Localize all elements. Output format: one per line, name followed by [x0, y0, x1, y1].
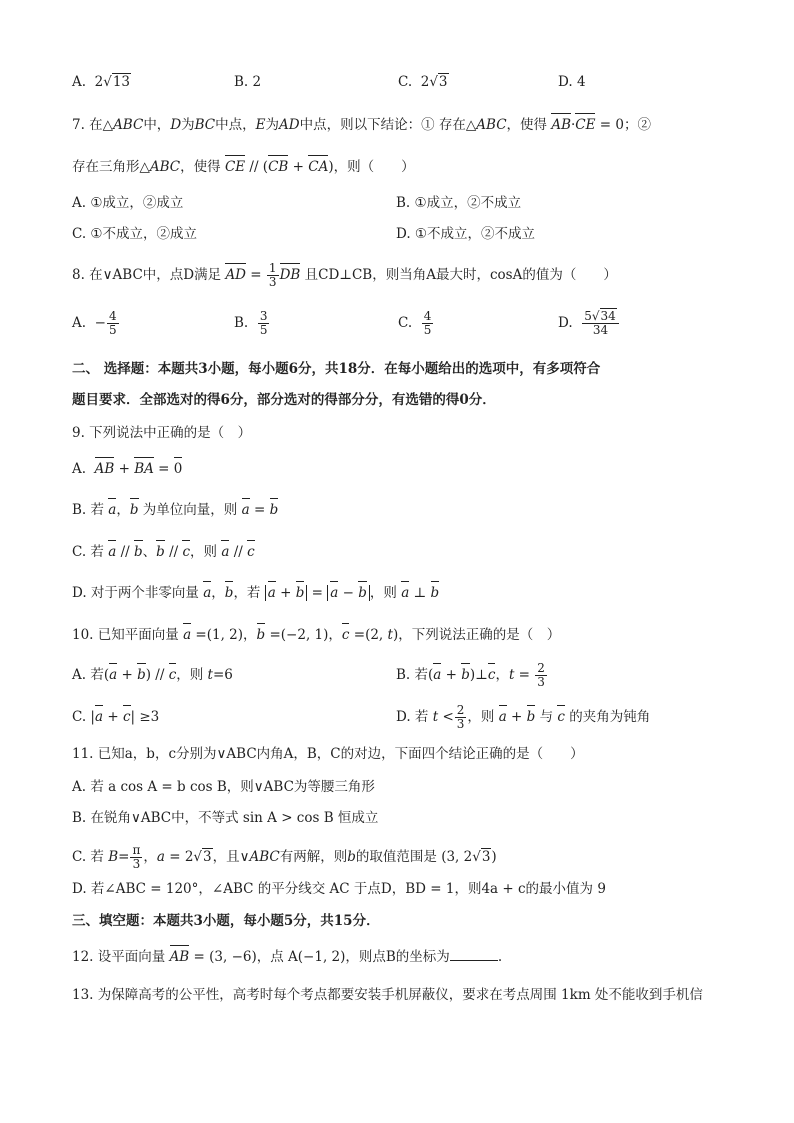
q10-stem: 10. 已知平面向量 a =(1, 2)，b =(−2, 1)，c =(2, t)，下列说法正确的是（ ） [72, 627, 561, 643]
q7-stem-line2: 存在三角形△ABC，使得 CE // (CB + CA)，则（ ） [72, 159, 415, 175]
section3-heading: 三、填空题：本题共3小题，每小题5分，共15分． [72, 913, 380, 929]
q11-option-a: A. 若 a cos A = b cos B，则∨ABC为等腰三角形 [72, 779, 375, 795]
q10-option-d: D. 若 t < $\frac{2}{3}$ ，则 a + b 与 c 的夹角为钝角 [396, 703, 651, 731]
prev-option-b: B. 2 [234, 74, 262, 90]
q7-option-c: C. ①不成立，②成立 [72, 226, 198, 242]
q11-stem: 11. 已知a，b，c分别为∨ABC内角A，B，C的对边，下面四个结论正确的是（ ） [72, 746, 584, 762]
q8-option-a: A. − $\frac{4}{5}$ [72, 309, 117, 337]
prev-option-c: C. 2√3 [398, 74, 448, 90]
q8-option-c: C. $\frac{4}{5}$ [398, 309, 432, 337]
q7-option-a: A. ①成立，②成立 [72, 195, 184, 211]
q11-option-c: C. 若 B= $\frac{\pi}{3}$ ，a = 2√3，且∨ABC有两解，则b的取值范围是 (3, 2√3) [72, 843, 497, 871]
q7-option-d: D. ①不成立，②不成立 [396, 226, 536, 242]
q8-stem: 8. 在∨ABC中，点D满足 AD = $\frac{1}{3}$ DB 且CD⊥CB，则当角A最大时，cosA的值为（ ） [72, 261, 617, 289]
q12-answer-blank[interactable] [450, 960, 498, 961]
q11-option-b: B. 在锐角∨ABC中，不等式 sin A > cos B 恒成立 [72, 810, 379, 826]
q9-option-d: D. 对于两个非零向量 a，b，若 a + b = a − b ，则 a ⊥ b [72, 585, 440, 601]
section2-heading-line2: 题目要求．全部选对的得6分，部分选对的得部分分，有选错的得0分． [72, 392, 496, 408]
q13-stem: 13. 为保障高考的公平性，高考时每个考点都要安装手机屏蔽仪，要求在考点周围 1km 处不能收到手机信 [72, 987, 703, 1003]
q9-option-c: C. 若 a // b、b // c，则 a // c [72, 544, 255, 560]
q8-option-b: B. $\frac{3}{5}$ [234, 309, 268, 337]
q7-stem-line1: 7. 在△ABC中，D为BC中点，E为AD中点，则以下结论：① 存在△ABC，使得 AB·CE = 0；② [72, 117, 651, 133]
q7-option-b: B. ①成立，②不成立 [396, 195, 522, 211]
prev-option-a: A. 2√13 [72, 74, 131, 90]
q9-stem: 9. 下列说法中正确的是（ ） [72, 425, 252, 441]
q10-option-c: C. |a + c| ≥3 [72, 709, 160, 725]
prev-option-d: D. 4 [558, 74, 586, 90]
q10-option-a: A. 若(a + b) // c，则 t=6 [72, 667, 233, 683]
q9-option-b: B. 若 a，b 为单位向量，则 a = b [72, 502, 279, 518]
q10-option-b: B. 若(a + b)⊥c，t = $\frac{2}{3}$ [396, 661, 545, 689]
section2-heading-line1: 二、 选择题：本题共3小题，每小题6分，共18分．在每小题给出的选项中，有多项符合 [72, 361, 601, 377]
q9-option-a: A. AB + BA = 0 [72, 461, 183, 477]
q12-stem: 12. 设平面向量 AB = (3, −6)，点 A(−1, 2)，则点B的坐标为 . [72, 949, 503, 965]
q11-option-d: D. 若∠ABC = 120°，∠ABC 的平分线交 AC 于点D，BD = 1，则4a + c的最小值为 9 [72, 881, 606, 897]
q8-option-d: D. $\frac{5√34}{34}$ [558, 310, 620, 337]
